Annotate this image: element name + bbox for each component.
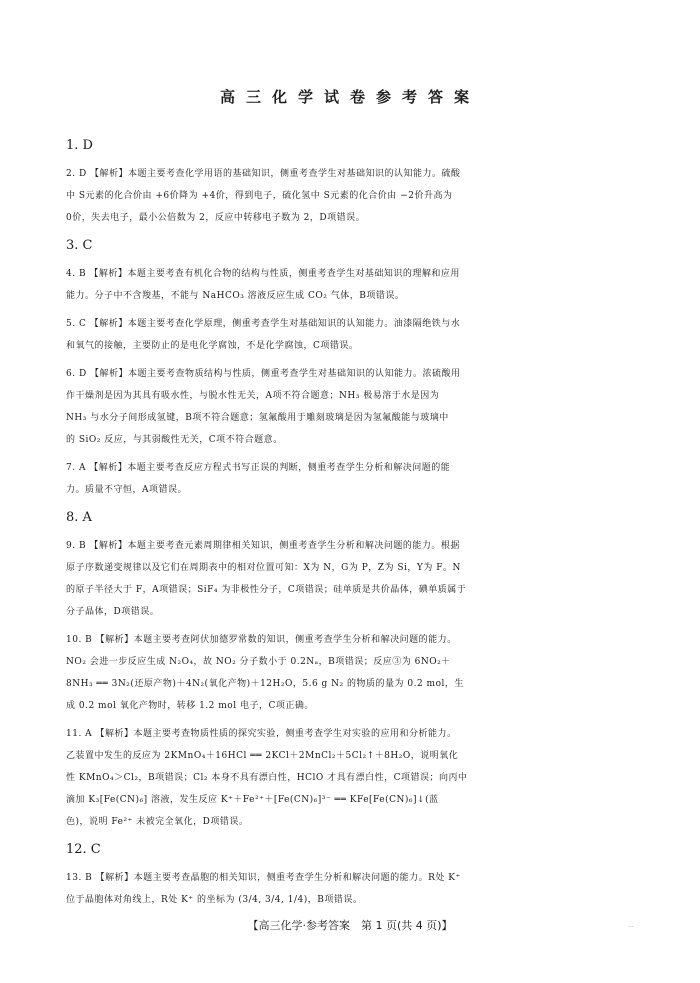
answer-line: NH₃ 与水分子间形成氢键，B项不符合题意；氢氟酸用于雕刻玻璃是因为氢氟酸能与玻璃中 xyxy=(66,413,449,423)
answer-item xyxy=(66,629,646,717)
answer-item xyxy=(66,163,646,229)
answer-line: 13. B 【解析】本题主要考查晶胞的相关知识，侧重考查学生分析和解决问题的能力。R处 K⁺ xyxy=(66,873,461,883)
answer-line: 乙装置中发生的反应为 2KMnO₄＋16HCl ══ 2KCl＋2MnCl₂＋5Cl₂↑＋8H₂O，说明氧化 xyxy=(66,751,459,761)
answer-item xyxy=(66,235,646,257)
answer-line: 的原子半径大于 F，A项错误；SiF₄ 为非极性分子，C项错误；硅单质是共价晶体，碘单质属于 xyxy=(66,585,467,595)
answer-line: 9. B 【解析】本题主要考查元素周期律相关知识，侧重考查学生分析和解决问题的能力。根据 xyxy=(66,541,460,551)
answer-line: 中 S元素的化合价由 +6价降为 +4价，得到电子，硫化氢中 S元素的化合价由 −2价升高为 xyxy=(66,191,453,201)
answer-line: 10. B 【解析】本题主要考查阿伏加德罗常数的知识，侧重考查学生分析和解决问题的能力。 xyxy=(66,635,457,645)
answer-line: NO₂ 会进一步反应生成 N₂O₄，故 NO₂ 分子数小于 0.2Nₐ，B项错误；反应③为 6NO₂＋ xyxy=(66,657,451,667)
answer-item xyxy=(66,507,646,529)
answer-item xyxy=(66,363,646,451)
answer-item xyxy=(66,867,646,911)
answer-line: 8. A xyxy=(66,510,92,525)
answer-line: 1. D xyxy=(66,138,93,153)
answer-line: 位于晶胞体对角线上，R处 K⁺ 的坐标为 (3/4, 3/4, 1/4)，B项错误。 xyxy=(66,895,363,905)
answer-line: 7. A 【解析】本题主要考查反应方程式书写正误的判断，侧重考查学生分析和解决问题的能 xyxy=(66,463,451,473)
page-footer: 【高三化学·参考答案 第 1 页(共 4 页)】 xyxy=(247,919,453,932)
corner-mark: ... xyxy=(628,922,634,929)
answer-list xyxy=(66,135,646,917)
answer-line: 5. C 【解析】本题主要考查化学原理，侧重考查学生对基础知识的认知能力。油漆隔绝铁与水 xyxy=(66,319,461,329)
answer-item xyxy=(66,263,646,307)
answer-line: 性 KMnO₄＞Cl₂，B项错误；Cl₂ 本身不具有漂白性，HClO 才具有漂白性，C项错误；向丙中 xyxy=(66,773,468,783)
answer-line: 12. C xyxy=(66,842,101,857)
answer-line: 0价，失去电子，最小公倍数为 2，反应中转移电子数为 2，D项错误。 xyxy=(66,213,366,223)
answer-line: 作干燥剂是因为其具有吸水性，与脱水性无关，A项不符合题意；NH₃ 极易溶于水是因为 xyxy=(66,391,440,401)
answer-line: 原子序数递变规律以及它们在周期表中的相对位置可知：X为 N，G为 P，Z为 Si，Y为 F。N xyxy=(66,563,461,573)
answer-line: 分子晶体，D项错误。 xyxy=(66,607,160,617)
page-title: 高三化学试卷参考答案 xyxy=(219,88,480,106)
answer-line: 11. A 【解析】本题主要考查物质性质的探究实验，侧重考查学生对实验的应用和分析能力。 xyxy=(66,729,457,739)
answer-line: 的 SiO₂ 反应，与其弱酸性无关，C项不符合题意。 xyxy=(66,435,283,445)
answer-line: 8NH₃ ══ 3N₂(还原产物)＋4N₂(氧化产物)＋12H₂O，5.6 g N₂ 的物质的量为 0.2 mol，生 xyxy=(66,679,464,689)
answer-line: 4. B 【解析】本题主要考查有机化合物的结构与性质，侧重考查学生对基础知识的理解和应用 xyxy=(66,269,460,279)
answer-line: 力。质量不守恒，A项错误。 xyxy=(66,485,188,495)
answer-item xyxy=(66,839,646,861)
answer-line: 2. D 【解析】本题主要考查化学用语的基础知识，侧重考查学生对基础知识的认知能力。硫酸 xyxy=(66,169,461,179)
answer-item xyxy=(66,313,646,357)
answer-item xyxy=(66,457,646,501)
answer-line: 和氧气的接触，主要防止的是电化学腐蚀，不是化学腐蚀，C项错误。 xyxy=(66,341,359,351)
answer-line: 滴加 K₃[Fe(CN)₆] 溶液，发生反应 K⁺＋Fe²⁺＋[Fe(CN)₆]³⁻ ══ KFe[Fe(CN)₆]↓(蓝 xyxy=(66,795,439,805)
answer-line: 成 0.2 mol 氧化产物时，转移 1.2 mol 电子，C项正确。 xyxy=(66,701,314,711)
answer-line: 3. C xyxy=(66,238,93,253)
answer-item xyxy=(66,535,646,623)
answer-item xyxy=(66,723,646,833)
answer-line: 色)，说明 Fe²⁺ 未被完全氧化，D项错误。 xyxy=(66,817,249,827)
answer-item xyxy=(66,135,646,157)
answer-line: 6. D 【解析】本题主要考查物质结构与性质，侧重考查学生对基础知识的认知能力。浓硫酸用 xyxy=(66,369,461,379)
answer-line: 能力。分子中不含羧基，不能与 NaHCO₃ 溶液反应生成 CO₂ 气体，B项错误。 xyxy=(66,291,405,301)
